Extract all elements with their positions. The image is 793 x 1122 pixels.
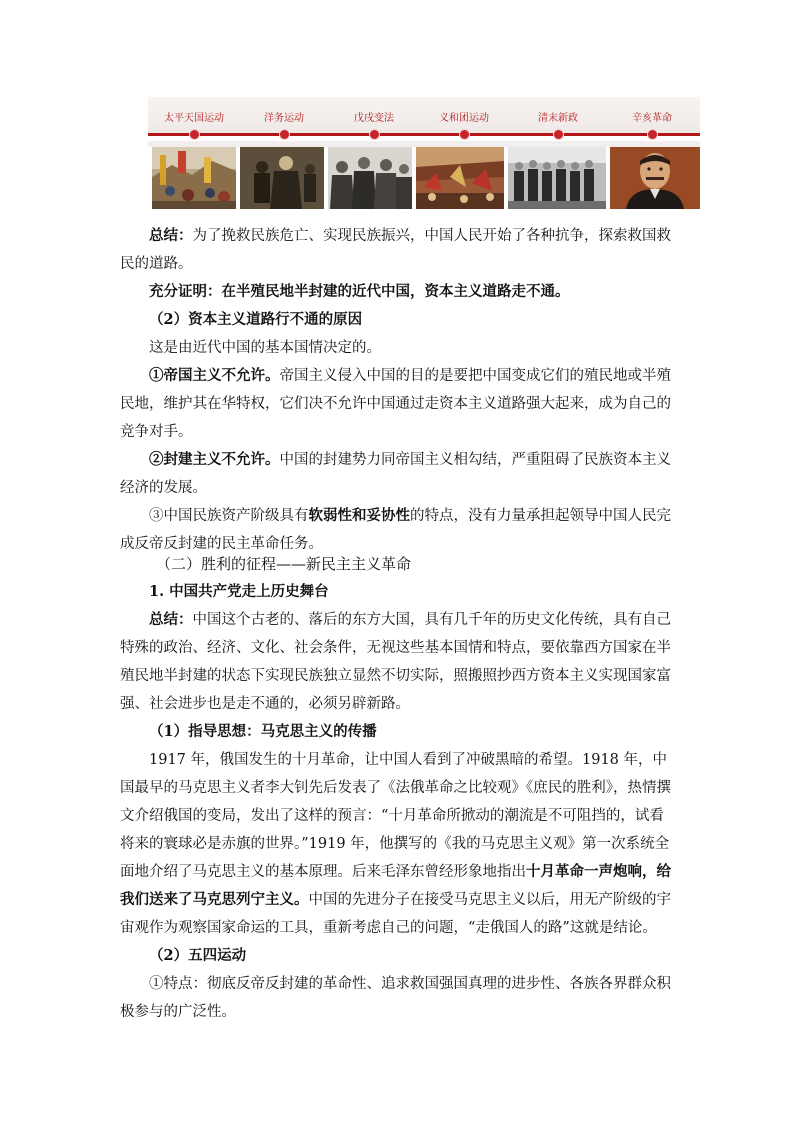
summary-text: 为了挽救民族危亡、实现民族振兴，中国人民开始了各种抗争，探索救国救民的道路。 — [120, 228, 671, 272]
bourgeoisie-emphasis: 软弱性和妥协性 — [308, 507, 410, 524]
summary-label: 总结： — [149, 611, 193, 628]
timeline-label-wuxu: 戊戌变法 — [354, 113, 394, 124]
imperialism-paragraph — [120, 362, 676, 446]
taiping-painting-image — [152, 147, 236, 209]
timeline-label-xinzheng: 清末新政 — [538, 113, 578, 124]
timeline-marker — [280, 130, 289, 139]
timeline-marker — [648, 130, 657, 139]
summary-paragraph-1 — [120, 222, 676, 278]
yangwu-portrait-image — [240, 147, 324, 209]
timeline-marker — [554, 130, 563, 139]
timeline-label-taiping: 太平天国运动 — [164, 113, 224, 124]
summary-label: 总结： — [149, 227, 193, 244]
feudalism-text: 中国的封建势力同帝国主义相勾结，严重阻碍了民族资本主义经济的发展。 — [120, 452, 671, 496]
may-fourth-heading: （2）五四运动 — [149, 947, 247, 964]
wuxu-reformers-image — [328, 147, 412, 209]
history-timeline-banner — [148, 97, 700, 213]
bourgeoisie-paragraph: ③中国民族资产阶级具有软弱性和妥协性的特点，没有力量承担起领导中国人民完成反帝反封建的民主革命任务。 — [120, 507, 671, 552]
feudalism-paragraph — [120, 446, 676, 502]
timeline-label-xinhai: 辛亥革命 — [632, 113, 672, 124]
imperialism-label: ①帝国主义不允许。 — [149, 367, 280, 384]
conclusion-statement: 充分证明：在半殖民地半封建的近代中国，资本主义道路走不通。 — [149, 283, 570, 300]
imperialism-text: 帝国主义侵入中国的目的是要把中国变成它们的殖民地或半殖民地，维护其在华特权，它们决不允许中国通过走资本主义道路强大起来，成为自己的竞争对手。 — [120, 368, 671, 440]
xinzheng-group-photo-image — [508, 147, 606, 209]
subsection-heading-2: （2）资本主义道路行不通的原因 — [149, 311, 363, 328]
summary-text: 中国这个古老的、落后的东方大国，具有几千年的历史文化传统，具有自己特殊的政治、经济、文化、社会条件，无视这些基本国情和特点，要依靠西方国家在半殖民地半封建的状态下实现民族独立显然不切实际，照搬照抄西方资本主义实现国家富强、社会进步也是走不通的，必须另辟新路。 — [120, 612, 671, 712]
timeline-label-yihetuan: 义和团运动 — [439, 113, 489, 124]
timeline-axis-line — [148, 133, 700, 136]
timeline-marker — [370, 130, 379, 139]
section-heading-2: （二）胜利的征程——新民主主义革命 — [156, 555, 412, 573]
may-fourth-features-paragraph: ①特点：彻底反帝反封建的革命性、追求救国强国真理的进步性、各族各界群众积极参与的广泛性。 — [120, 976, 671, 1020]
timeline-label-yangwu: 洋务运动 — [264, 113, 304, 124]
national-conditions-paragraph: 这是由近代中国的基本国情决定的。 — [149, 340, 381, 356]
yihetuan-battle-image — [416, 147, 504, 209]
marxism-spread-paragraph: 1917 年，俄国发生的十月革命，让中国人看到了冲破黑暗的希望。1918 年，中国最早的马克思主义者李大钊先后发表了《法俄革命之比较观》《庶民的胜利》，热情撰文介绍俄国的变局，发出了这样的预言：“十月革命所掀动的潮流是不可阻挡的，试看将来的寰球必是赤旗的世界。”1919 年，他撰写的《我的马克思主义观》第一次系统全面地介绍了马克思主义的基本原理。后来毛泽东曾经形象地指出十月革命一声炮响，给我们送来了马克思列宁主义。中国的先进分子在接受马克思主义以后，用无产阶级的宇宙观作为观察国家命运的工具，重新考虑自己的问题，“走俄国人的路”这就是结论。 — [120, 752, 671, 936]
subsection-heading-1: 1. 中国共产党走上历史舞台 — [149, 583, 329, 600]
guiding-thought-heading: （1）指导思想：马克思主义的传播 — [149, 723, 377, 740]
timeline-label-bar — [148, 97, 700, 133]
xinhai-sun-yatsen-portrait-image — [610, 147, 700, 209]
summary-paragraph-2 — [120, 606, 676, 718]
feudalism-label: ②封建主义不允许。 — [149, 451, 280, 468]
mao-quote-emphasis: 十月革命一声炮响，给我们送来了马克思列宁主义。 — [120, 863, 671, 908]
timeline-marker — [190, 130, 199, 139]
timeline-marker — [460, 130, 469, 139]
